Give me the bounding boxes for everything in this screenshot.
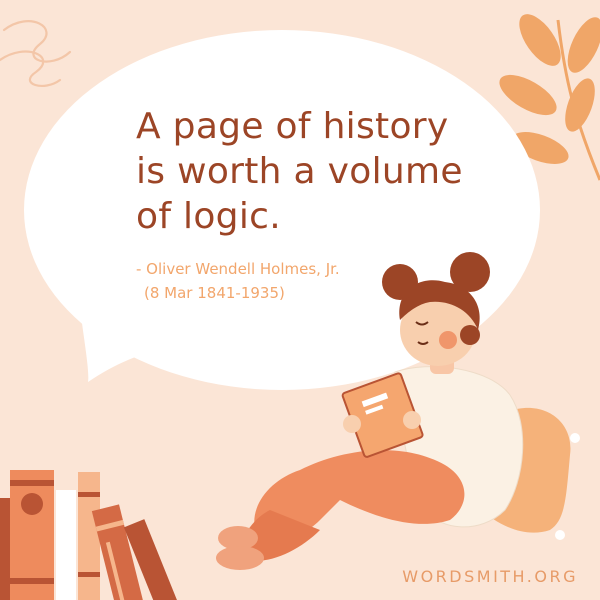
quote-line: of logic. (136, 196, 281, 237)
brand-watermark: WORDSMITH.ORG (402, 567, 578, 586)
stack-of-books-icon (0, 470, 182, 600)
quote-text (136, 104, 466, 239)
quote-line: A page of history (136, 106, 449, 147)
quote-line: is worth a volume (136, 151, 463, 192)
author-name: - Oliver Wendell Holmes, Jr. (136, 260, 340, 278)
attribution (136, 257, 340, 305)
author-dates: (8 Mar 1841-1935) (144, 284, 285, 302)
scribble-icon (0, 21, 70, 86)
